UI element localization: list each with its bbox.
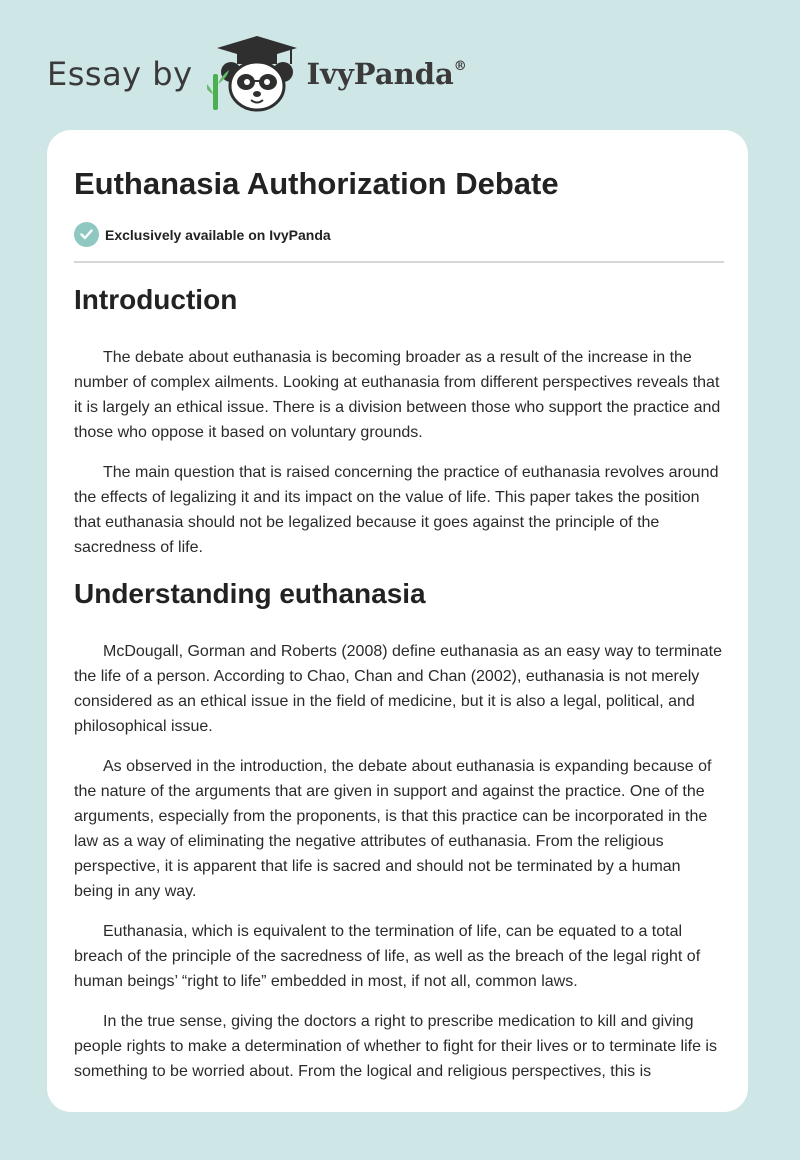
brand-prefix: Essay by (47, 55, 193, 93)
brand-name: IvyPanda® (306, 57, 467, 91)
section-heading: Introduction (74, 284, 238, 315)
divider (74, 261, 724, 263)
paragraph: Euthanasia, which is equivalent to the termination of life, can be equated to a total breach of the principle of the sacredness of life, as well as the breach of the legal right of human beings’ “right to life” embedded in most, if not all, common laws. (74, 923, 701, 990)
exclusive-badge-label: Exclusively available on IvyPanda (105, 226, 331, 243)
article-body (74, 280, 724, 1084)
paragraph: McDougall, Gorman and Roberts (2008) define euthanasia as an easy way to terminate the life of a person. According to Chao, Chan and Chan (2002), euthanasia is not merely considered as an ethical issue in the field of medicine, but it is also a legal, political, and philosophical issue. (74, 643, 723, 735)
registered-mark: ® (453, 59, 467, 74)
essay-card (47, 130, 748, 1112)
paragraph: As observed in the introduction, the debate about euthanasia is expanding because of the nature of the arguments that are given in support and against the practice. One of the arguments, especially from the proponents, is that this practice can be incorporated in the law as a way of eliminating the negative attributes of euthanasia. From the religious perspective, it is apparent that life is sacred and should not be terminated by a human being in any way. (74, 758, 712, 900)
panda-graduate-logo-icon (207, 34, 303, 114)
paragraph: The main question that is raised concerning the practice of euthanasia revolves around the effects of legalizing it and its impact on the value of life. This paper takes the position that euthanasia should not be legalized because it goes against the principle of the sacredness of life. (74, 464, 719, 556)
section-heading: Understanding euthanasia (74, 578, 426, 609)
page-title: Euthanasia Authorization Debate (74, 166, 559, 201)
paragraph: The debate about euthanasia is becoming broader as a result of the increase in the number of complex ailments. Looking at euthanasia from different perspectives reveals that it is largely an ethical issue. There is a division between those who support the practice and those who oppose it based on voluntary grounds. (74, 349, 721, 441)
paragraph: In the true sense, giving the doctors a right to prescribe medication to kill and giving people rights to make a determination of whether to fight for their lives or to terminate life is something to be worried about. From the logical and religious perspectives, this is (74, 1013, 717, 1080)
exclusive-badge (74, 222, 331, 247)
checkmark-circle-icon (74, 222, 99, 247)
brand-header (47, 34, 467, 114)
